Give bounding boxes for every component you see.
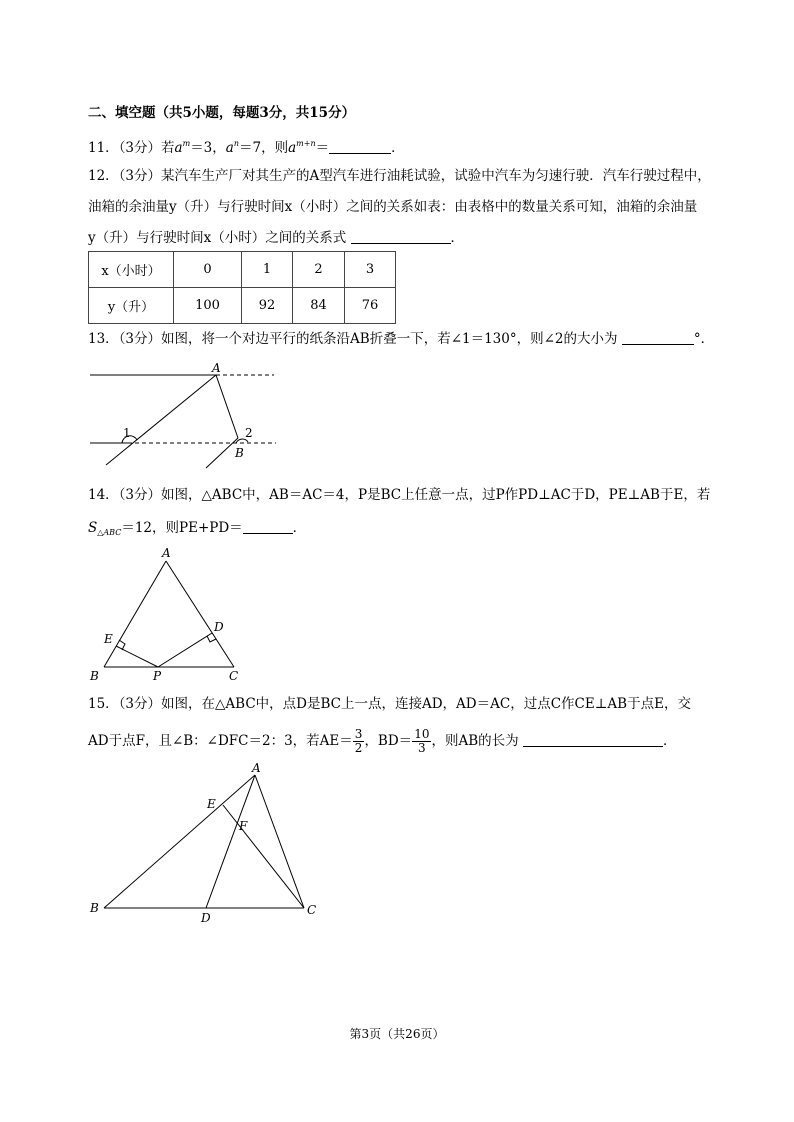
table-cell: 0 [174,252,242,288]
table-cell: 3 [345,252,396,288]
q11-answer-blank[interactable] [329,139,391,154]
q15-end: ． [662,733,677,749]
q14-number: 14． [88,487,119,503]
question-13 [88,329,714,349]
q15-text-2a: AD于点F，且∠B：∠DFC＝2：3，若AE＝ [88,733,353,749]
table-row [89,252,396,288]
q11-exp-m: m [182,139,191,148]
q12-number: 12． [88,168,119,184]
q14-end: ． [292,520,307,536]
q11-score: （3分）若 [118,140,175,156]
q11-var-a2: a [225,140,234,156]
q11-var-a: a [174,140,183,156]
table-cell: 92 [242,288,293,324]
q13-text: （3分）如图，将一个对边平行的纸条沿AB折叠一下，若∠1＝130°，则∠2的大小为 [118,331,618,347]
q12-answer-blank[interactable] [351,229,451,244]
q15-figure [88,760,328,925]
table-cell: 100 [174,288,242,324]
q15-text-2c: ，则AB的长为 [431,733,519,749]
q11-exp-n: n [233,139,239,148]
label-1: 1 [123,426,131,440]
label-C: C [229,669,239,683]
q14-text-1: （3分）如图，△ABC中，AB＝AC＝4，P是BC上任意一点，过P作PD⊥AC于D，PE⊥AB于E，若 [118,487,711,503]
question-12-line1 [88,166,711,186]
q15-text-1: （3分）如图，在△ABC中，点D是BC上一点，连接AD，AD＝AC，过点C作CE⊥AB于点E，交 [118,696,691,712]
q12-end: ． [450,230,465,246]
segment-ad [206,775,255,908]
table-row [89,288,396,324]
segment-pd [158,633,212,667]
side-ac [166,561,234,667]
label-A: A [252,761,261,775]
q11-exp-mn: m+n [296,139,316,148]
segment-ce [223,805,304,908]
fraction-ae-den: 2 [354,741,363,755]
q11-eq: ＝ [315,140,330,156]
label-P: P [153,669,162,683]
fold-line-1 [106,375,216,465]
q12-text-2: 油箱的余油量y（升）与行驶时间x（小时）之间的关系如表：由表格中的数量关系可知，油箱的余油量 [88,199,698,215]
q13-answer-blank[interactable] [622,330,694,345]
label-D: D [214,620,224,634]
q13-figure [88,358,288,468]
label-2: 2 [245,426,253,440]
q11-eq7: ＝7，则 [239,140,289,156]
oil-table [88,251,396,324]
table-cell: 76 [345,288,396,324]
question-15-line2 [88,728,676,755]
side-ab [104,775,255,908]
label-A: A [162,546,171,560]
q14-s: S [88,520,98,536]
q12-text-1: （3分）某汽车生产厂对其生产的A型汽车进行油耗试验，试验中汽车为匀速行驶．汽车行驶过程中， [118,168,711,184]
label-B: B [90,901,99,915]
q11-number: 11． [88,140,119,156]
q13-end: °． [693,331,715,347]
fraction-bd-den: 3 [418,741,426,755]
q14-s-sub: △ABC [97,528,122,537]
q15-text-2b: ，BD＝ [364,733,413,749]
fold-line-ab [216,375,238,438]
q13-number: 13． [88,331,119,347]
page-footer: 第3页（共26页） [349,1027,445,1041]
table-cell: 84 [293,288,345,324]
q14-text-2: ＝12，则PE+PD＝ [121,520,243,536]
side-ab [104,561,166,667]
q12-text-3: y（升）与行驶时间x（小时）之间的关系式 [88,230,347,246]
label-C: C [307,903,317,917]
side-ac [255,775,304,908]
table-header-x: x（小时） [89,252,174,288]
question-15-line1 [88,694,691,714]
q15-number: 15． [88,696,119,712]
label-F: F [239,819,248,833]
label-B: B [235,446,244,460]
fraction-bd [412,728,431,755]
fraction-ae-num: 3 [354,727,363,741]
q11-end: ． [391,140,405,156]
label-A: A [212,361,221,375]
label-E: E [104,632,113,646]
label-D: D [201,911,211,925]
section-title: 二、填空题（共5小题，每题3分，共15分） [88,105,356,121]
table-cell: 1 [242,252,293,288]
q11-eq3: ＝3， [190,140,226,156]
q15-answer-blank[interactable] [523,732,663,747]
question-12-line3 [88,228,464,248]
q11-var-a3: a [288,140,297,156]
table-cell: 2 [293,252,345,288]
q14-figure [88,545,248,683]
question-14-line1 [88,485,710,505]
label-B: B [90,669,99,683]
table-header-y: y（升） [89,288,174,324]
question-11 [88,134,405,158]
fraction-bd-num: 10 [414,727,430,741]
question-14-line2 [88,518,306,543]
label-E: E [207,797,216,811]
q14-answer-blank[interactable] [243,519,293,534]
fraction-ae [353,728,365,755]
